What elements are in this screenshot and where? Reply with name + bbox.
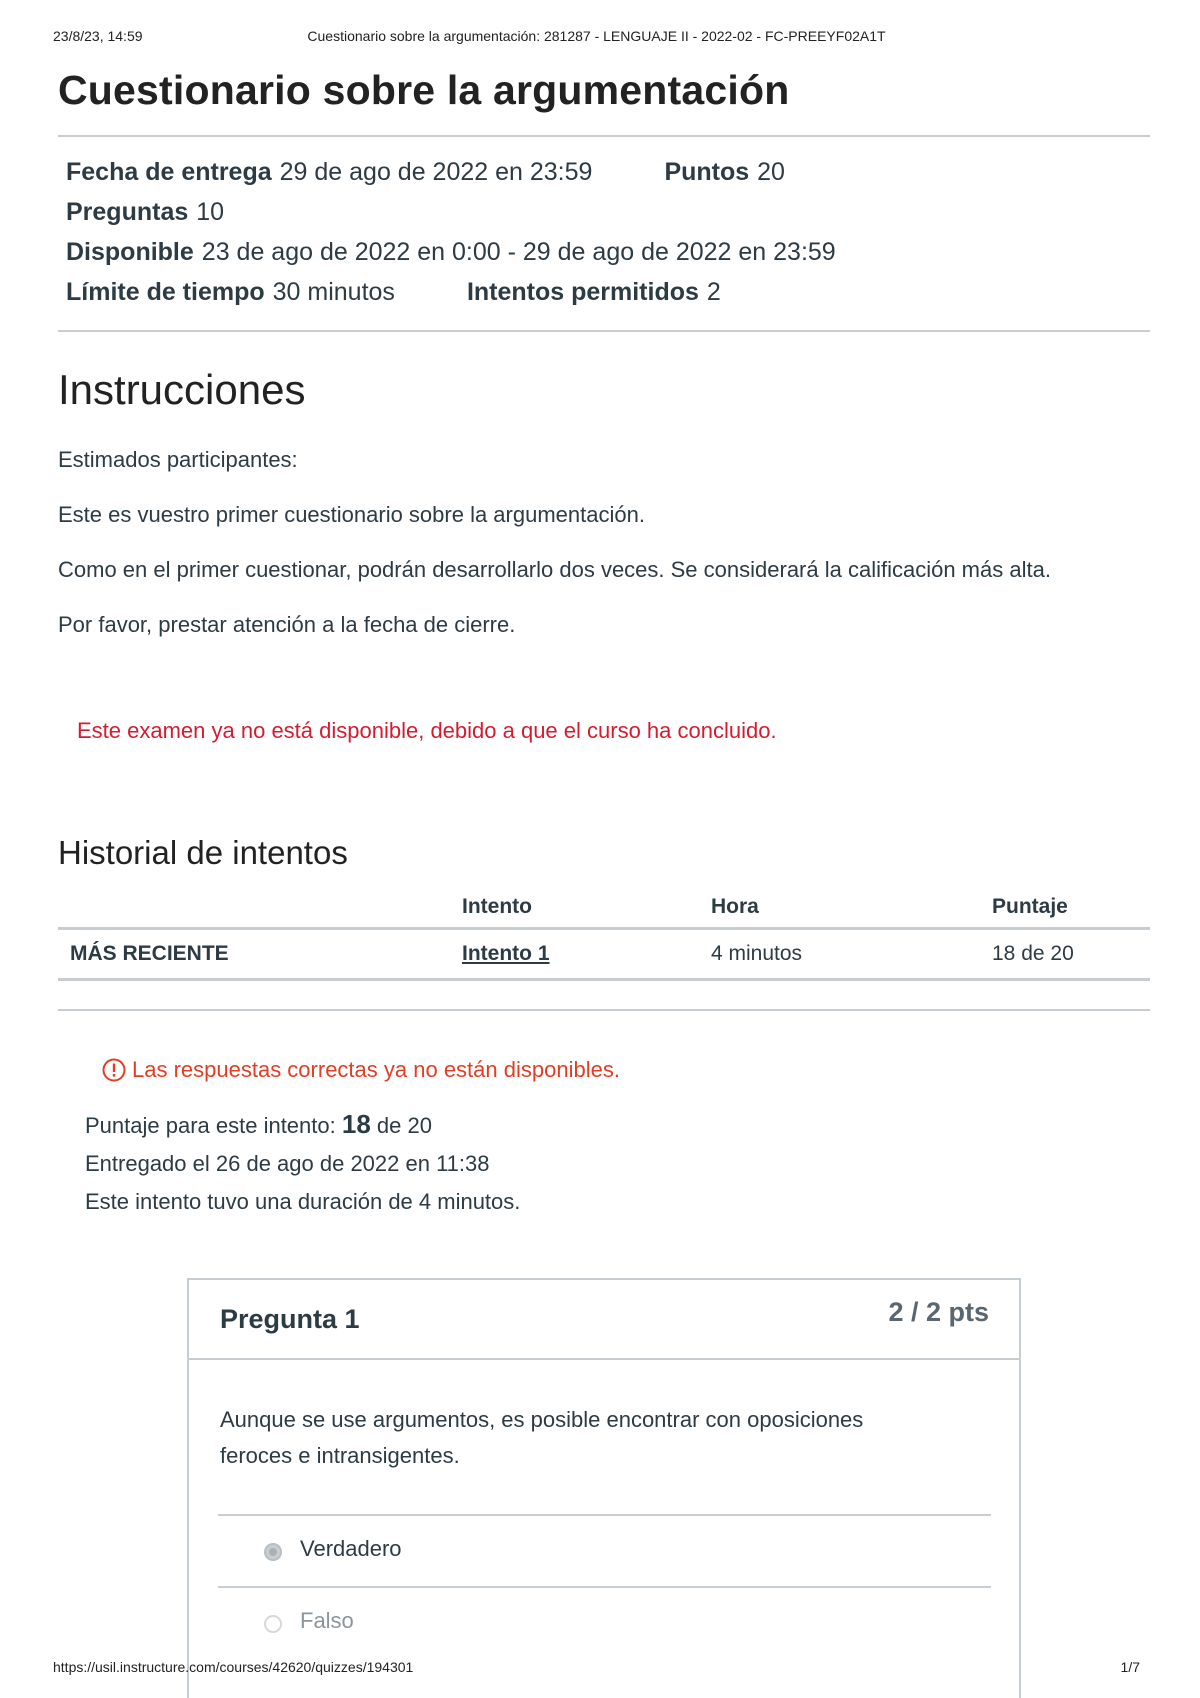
- score-value: 18: [341, 1109, 371, 1139]
- details-row-time: [66, 272, 1142, 312]
- submitted-line: Entregado el 26 de ago de 2022 en 11:38: [85, 1151, 490, 1176]
- instructions-title: Instrucciones: [58, 366, 306, 413]
- points-label: Puntos: [664, 158, 750, 186]
- print-footer: [53, 1659, 1140, 1679]
- score-line: [85, 1105, 1150, 1145]
- divider: [58, 1009, 1150, 1011]
- attempt-history-table: [58, 885, 1150, 981]
- attempt-summary: [85, 1105, 1150, 1221]
- question-points: 2 / 2 pts: [888, 1297, 989, 1327]
- question-header: [189, 1280, 1019, 1360]
- attempt-1-link[interactable]: Intento 1: [462, 942, 550, 965]
- column-header-score: Puntaje: [980, 885, 1150, 929]
- question-name: Pregunta 1: [220, 1304, 360, 1334]
- time-limit-label: Límite de tiempo: [66, 278, 265, 306]
- table-header-row: [58, 885, 1150, 929]
- quiz-content: [58, 60, 1150, 1221]
- warning-icon: [102, 1058, 126, 1082]
- time-limit-value: 30 minutos: [272, 278, 395, 306]
- print-header: [53, 28, 1140, 48]
- instruction-paragraph: Este es vuestro primer cuestionario sobre la argumentación.: [58, 502, 645, 527]
- details-row-due: [66, 152, 1142, 192]
- print-page-title: Cuestionario sobre la argumentación: 281287 - LENGUAJE II - 2022-02 - FC-PREEYF02A1T: [307, 28, 886, 44]
- attempt-score: 18 de 20: [980, 929, 1150, 980]
- attempt-time: 4 minutos: [699, 929, 980, 980]
- radio-selected-icon[interactable]: [264, 1543, 282, 1561]
- table-row: [58, 929, 1150, 980]
- divider: [58, 330, 1150, 332]
- duration-line: Este intento tuvo una duración de 4 minutos.: [85, 1189, 521, 1214]
- attempts-allowed-value: 2: [706, 278, 721, 306]
- column-header-time: Hora: [699, 885, 980, 929]
- print-url: https://usil.instructure.com/courses/42620/quizzes/194301: [53, 1659, 414, 1675]
- instructions-body: [58, 442, 1150, 643]
- quiz-details: [58, 137, 1150, 322]
- details-row-questions: [66, 192, 1142, 232]
- column-header: [58, 885, 450, 929]
- question-card: [187, 1278, 1021, 1698]
- available-value: 23 de ago de 2022 en 0:00 - 29 de ago de 2022 en 23:59: [201, 238, 836, 266]
- question-text: Aunque se use argumentos, es posible encontrar con oposiciones feroces e intransigentes.: [220, 1407, 864, 1468]
- instruction-paragraph: Por favor, prestar atención a la fecha de cierre.: [58, 612, 516, 637]
- answer-option-false[interactable]: [218, 1586, 991, 1658]
- instruction-paragraph: Estimados participantes:: [58, 447, 298, 472]
- column-header-attempt: Intento: [450, 885, 699, 929]
- questions-value: 10: [196, 198, 225, 226]
- details-row-available: [66, 232, 1142, 272]
- due-label: Fecha de entrega: [66, 158, 272, 186]
- instruction-paragraph: Como en el primer cuestionar, podrán desarrollarlo dos veces. Se considerará la calificación más alta.: [58, 557, 1051, 582]
- answer-option-true[interactable]: [218, 1514, 991, 1586]
- latest-tag: MÁS RECIENTE: [58, 929, 450, 980]
- questions-label: Preguntas: [66, 198, 189, 226]
- score-suffix: de 20: [376, 1113, 432, 1138]
- answer-label: Falso: [300, 1608, 354, 1633]
- quiz-unavailable-message: Este examen ya no está disponible, debido a que el curso ha concluido.: [77, 718, 777, 743]
- due-value: 29 de ago de 2022 en 23:59: [279, 158, 593, 186]
- answer-list: [218, 1514, 991, 1658]
- correct-answers-notice: [102, 1055, 1150, 1085]
- radio-icon[interactable]: [264, 1615, 282, 1633]
- print-date: 23/8/23, 14:59: [53, 28, 143, 44]
- points-value: 20: [757, 158, 785, 186]
- page-title: Cuestionario sobre la argumentación: [58, 67, 790, 113]
- answer-label: Verdadero: [300, 1536, 402, 1561]
- attempts-allowed-label: Intentos permitidos: [466, 278, 699, 306]
- history-title: Historial de intentos: [58, 834, 348, 871]
- score-prefix: Puntaje para este intento:: [85, 1113, 336, 1138]
- page-number: 1/7: [1120, 1659, 1140, 1675]
- notice-text: Las respuestas correctas ya no están disponibles.: [132, 1057, 620, 1082]
- available-label: Disponible: [66, 238, 194, 266]
